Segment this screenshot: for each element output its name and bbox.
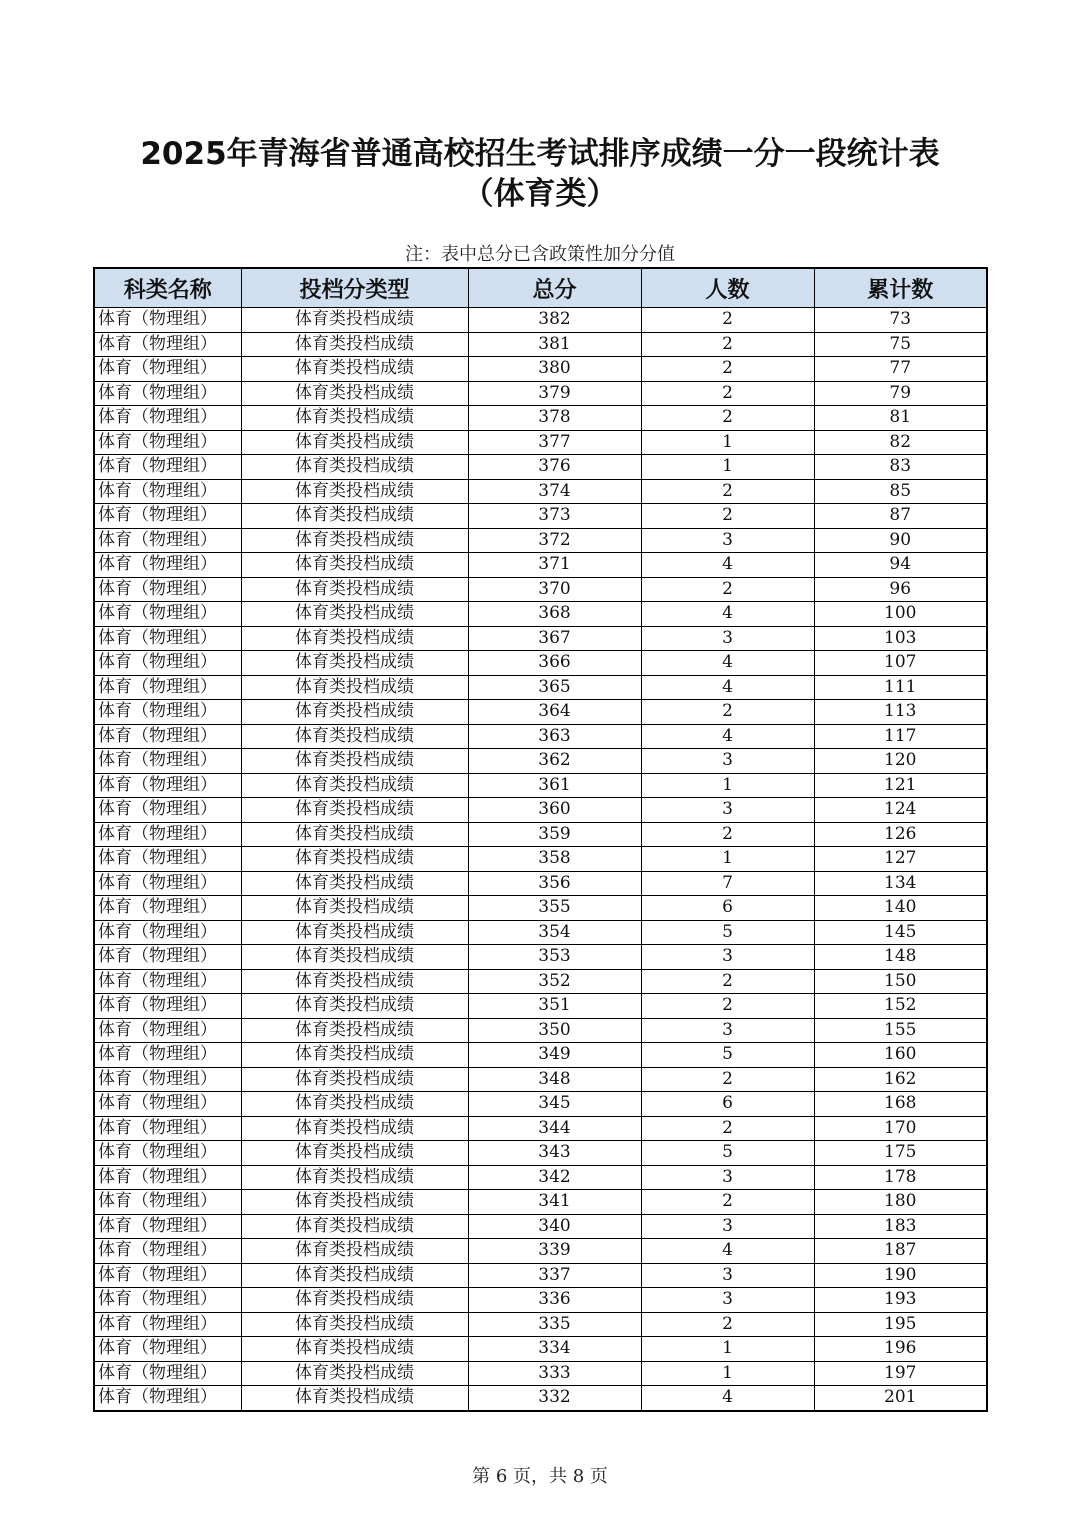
cell-category: 体育（物理组） <box>94 1288 241 1313</box>
cell-total-score: 339 <box>468 1239 641 1264</box>
cell-score-type: 体育类投档成绩 <box>241 994 468 1019</box>
cell-count: 1 <box>641 1337 814 1362</box>
cell-total-score: 371 <box>468 553 641 578</box>
cell-total-score: 376 <box>468 455 641 480</box>
cell-category: 体育（物理组） <box>94 749 241 774</box>
cell-cumulative: 134 <box>814 871 987 896</box>
cell-score-type: 体育类投档成绩 <box>241 700 468 725</box>
header-cumulative: 累计数 <box>814 268 987 308</box>
cell-category: 体育（物理组） <box>94 1312 241 1337</box>
cell-category: 体育（物理组） <box>94 1337 241 1362</box>
header-score-type: 投档分类型 <box>241 268 468 308</box>
cell-total-score: 352 <box>468 969 641 994</box>
cell-cumulative: 152 <box>814 994 987 1019</box>
cell-total-score: 377 <box>468 430 641 455</box>
table-row <box>94 1018 987 1043</box>
cell-score-type: 体育类投档成绩 <box>241 675 468 700</box>
cell-total-score: 374 <box>468 479 641 504</box>
cell-count: 3 <box>641 1288 814 1313</box>
cell-total-score: 379 <box>468 381 641 406</box>
cell-score-type: 体育类投档成绩 <box>241 871 468 896</box>
cell-score-type: 体育类投档成绩 <box>241 1288 468 1313</box>
cell-cumulative: 120 <box>814 749 987 774</box>
table-row <box>94 871 987 896</box>
cell-category: 体育（物理组） <box>94 528 241 553</box>
table-row <box>94 1043 987 1068</box>
document-title: 2025年青海省普通高校招生考试排序成绩一分一段统计表 <box>140 136 940 172</box>
table-row <box>94 920 987 945</box>
cell-category: 体育（物理组） <box>94 1116 241 1141</box>
cell-total-score: 341 <box>468 1190 641 1215</box>
cell-category: 体育（物理组） <box>94 871 241 896</box>
cell-total-score: 381 <box>468 332 641 357</box>
cell-score-type: 体育类投档成绩 <box>241 577 468 602</box>
cell-count: 5 <box>641 920 814 945</box>
table-row <box>94 1239 987 1264</box>
table-row <box>94 969 987 994</box>
cell-count: 3 <box>641 749 814 774</box>
cell-score-type: 体育类投档成绩 <box>241 651 468 676</box>
cell-total-score: 350 <box>468 1018 641 1043</box>
cell-cumulative: 117 <box>814 724 987 749</box>
cell-category: 体育（物理组） <box>94 308 241 333</box>
cell-count: 2 <box>641 822 814 847</box>
cell-total-score: 336 <box>468 1288 641 1313</box>
cell-total-score: 333 <box>468 1361 641 1386</box>
cell-score-type: 体育类投档成绩 <box>241 847 468 872</box>
cell-cumulative: 81 <box>814 406 987 431</box>
cell-count: 3 <box>641 626 814 651</box>
table-row <box>94 945 987 970</box>
table-row <box>94 479 987 504</box>
table-header-row <box>94 268 987 308</box>
cell-count: 2 <box>641 969 814 994</box>
cell-total-score: 368 <box>468 602 641 627</box>
table-row <box>94 1165 987 1190</box>
cell-category: 体育（物理组） <box>94 847 241 872</box>
cell-total-score: 359 <box>468 822 641 847</box>
table-row <box>94 798 987 823</box>
cell-cumulative: 170 <box>814 1116 987 1141</box>
cell-cumulative: 197 <box>814 1361 987 1386</box>
cell-total-score: 370 <box>468 577 641 602</box>
cell-count: 2 <box>641 308 814 333</box>
cell-cumulative: 124 <box>814 798 987 823</box>
cell-cumulative: 103 <box>814 626 987 651</box>
cell-count: 2 <box>641 406 814 431</box>
cell-cumulative: 196 <box>814 1337 987 1362</box>
table-row <box>94 1288 987 1313</box>
cell-count: 3 <box>641 1263 814 1288</box>
table-row <box>94 528 987 553</box>
cell-total-score: 378 <box>468 406 641 431</box>
cell-total-score: 351 <box>468 994 641 1019</box>
cell-cumulative: 79 <box>814 381 987 406</box>
cell-total-score: 340 <box>468 1214 641 1239</box>
cell-category: 体育（物理组） <box>94 798 241 823</box>
cell-category: 体育（物理组） <box>94 1092 241 1117</box>
cell-total-score: 337 <box>468 1263 641 1288</box>
cell-total-score: 356 <box>468 871 641 896</box>
cell-cumulative: 195 <box>814 1312 987 1337</box>
cell-cumulative: 162 <box>814 1067 987 1092</box>
cell-count: 2 <box>641 1190 814 1215</box>
table-row <box>94 1190 987 1215</box>
cell-category: 体育（物理组） <box>94 1239 241 1264</box>
cell-cumulative: 187 <box>814 1239 987 1264</box>
table-note: 注：表中总分已含政策性加分分值 <box>405 244 675 265</box>
cell-score-type: 体育类投档成绩 <box>241 1018 468 1043</box>
cell-score-type: 体育类投档成绩 <box>241 1263 468 1288</box>
table-row <box>94 626 987 651</box>
score-distribution-table <box>93 267 988 1412</box>
cell-score-type: 体育类投档成绩 <box>241 1190 468 1215</box>
cell-score-type: 体育类投档成绩 <box>241 969 468 994</box>
cell-total-score: 343 <box>468 1141 641 1166</box>
table-row <box>94 1067 987 1092</box>
cell-category: 体育（物理组） <box>94 1214 241 1239</box>
cell-total-score: 373 <box>468 504 641 529</box>
table-row <box>94 847 987 872</box>
cell-cumulative: 140 <box>814 896 987 921</box>
cell-category: 体育（物理组） <box>94 602 241 627</box>
table-body <box>94 308 987 1411</box>
cell-score-type: 体育类投档成绩 <box>241 773 468 798</box>
table-row <box>94 1386 987 1411</box>
cell-score-type: 体育类投档成绩 <box>241 332 468 357</box>
cell-cumulative: 83 <box>814 455 987 480</box>
cell-cumulative: 107 <box>814 651 987 676</box>
cell-score-type: 体育类投档成绩 <box>241 308 468 333</box>
cell-count: 1 <box>641 455 814 480</box>
cell-total-score: 344 <box>468 1116 641 1141</box>
cell-category: 体育（物理组） <box>94 1165 241 1190</box>
cell-total-score: 367 <box>468 626 641 651</box>
cell-category: 体育（物理组） <box>94 479 241 504</box>
cell-cumulative: 111 <box>814 675 987 700</box>
table-row <box>94 602 987 627</box>
cell-count: 6 <box>641 1092 814 1117</box>
cell-score-type: 体育类投档成绩 <box>241 1386 468 1411</box>
cell-count: 2 <box>641 479 814 504</box>
cell-total-score: 361 <box>468 773 641 798</box>
cell-count: 2 <box>641 1312 814 1337</box>
document-subtitle: （体育类） <box>462 176 618 212</box>
cell-count: 4 <box>641 724 814 749</box>
cell-score-type: 体育类投档成绩 <box>241 504 468 529</box>
cell-score-type: 体育类投档成绩 <box>241 1337 468 1362</box>
table-row <box>94 1337 987 1362</box>
cell-category: 体育（物理组） <box>94 945 241 970</box>
cell-category: 体育（物理组） <box>94 700 241 725</box>
cell-count: 2 <box>641 381 814 406</box>
table-row <box>94 308 987 333</box>
cell-total-score: 372 <box>468 528 641 553</box>
cell-score-type: 体育类投档成绩 <box>241 1239 468 1264</box>
cell-count: 4 <box>641 675 814 700</box>
cell-count: 1 <box>641 1361 814 1386</box>
cell-category: 体育（物理组） <box>94 1361 241 1386</box>
cell-category: 体育（物理组） <box>94 651 241 676</box>
cell-score-type: 体育类投档成绩 <box>241 406 468 431</box>
cell-category: 体育（物理组） <box>94 381 241 406</box>
cell-cumulative: 190 <box>814 1263 987 1288</box>
cell-count: 3 <box>641 798 814 823</box>
cell-total-score: 360 <box>468 798 641 823</box>
cell-count: 2 <box>641 1067 814 1092</box>
cell-category: 体育（物理组） <box>94 553 241 578</box>
cell-count: 3 <box>641 1214 814 1239</box>
cell-cumulative: 168 <box>814 1092 987 1117</box>
cell-cumulative: 150 <box>814 969 987 994</box>
cell-total-score: 332 <box>468 1386 641 1411</box>
table-row <box>94 1141 987 1166</box>
table-row <box>94 357 987 382</box>
cell-cumulative: 85 <box>814 479 987 504</box>
cell-score-type: 体育类投档成绩 <box>241 602 468 627</box>
table-row <box>94 1116 987 1141</box>
cell-category: 体育（物理组） <box>94 1141 241 1166</box>
cell-category: 体育（物理组） <box>94 626 241 651</box>
cell-total-score: 365 <box>468 675 641 700</box>
cell-cumulative: 193 <box>814 1288 987 1313</box>
cell-cumulative: 127 <box>814 847 987 872</box>
cell-score-type: 体育类投档成绩 <box>241 798 468 823</box>
cell-cumulative: 121 <box>814 773 987 798</box>
cell-cumulative: 126 <box>814 822 987 847</box>
cell-score-type: 体育类投档成绩 <box>241 1312 468 1337</box>
cell-category: 体育（物理组） <box>94 1263 241 1288</box>
cell-cumulative: 201 <box>814 1386 987 1411</box>
cell-category: 体育（物理组） <box>94 1190 241 1215</box>
cell-count: 4 <box>641 1239 814 1264</box>
cell-cumulative: 77 <box>814 357 987 382</box>
cell-cumulative: 96 <box>814 577 987 602</box>
cell-total-score: 363 <box>468 724 641 749</box>
cell-score-type: 体育类投档成绩 <box>241 1116 468 1141</box>
cell-category: 体育（物理组） <box>94 1043 241 1068</box>
cell-score-type: 体育类投档成绩 <box>241 945 468 970</box>
cell-count: 2 <box>641 1116 814 1141</box>
cell-score-type: 体育类投档成绩 <box>241 553 468 578</box>
table-row <box>94 675 987 700</box>
table-row <box>94 1092 987 1117</box>
cell-count: 4 <box>641 1386 814 1411</box>
cell-count: 3 <box>641 528 814 553</box>
cell-category: 体育（物理组） <box>94 1067 241 1092</box>
cell-count: 3 <box>641 1165 814 1190</box>
cell-category: 体育（物理组） <box>94 332 241 357</box>
cell-score-type: 体育类投档成绩 <box>241 626 468 651</box>
table-row <box>94 822 987 847</box>
cell-score-type: 体育类投档成绩 <box>241 1067 468 1092</box>
cell-cumulative: 148 <box>814 945 987 970</box>
cell-category: 体育（物理组） <box>94 920 241 945</box>
cell-cumulative: 75 <box>814 332 987 357</box>
header-count: 人数 <box>641 268 814 308</box>
cell-score-type: 体育类投档成绩 <box>241 479 468 504</box>
cell-total-score: 354 <box>468 920 641 945</box>
table-row <box>94 1263 987 1288</box>
cell-count: 4 <box>641 553 814 578</box>
cell-category: 体育（物理组） <box>94 724 241 749</box>
cell-cumulative: 113 <box>814 700 987 725</box>
cell-category: 体育（物理组） <box>94 773 241 798</box>
table-row <box>94 381 987 406</box>
cell-score-type: 体育类投档成绩 <box>241 920 468 945</box>
cell-score-type: 体育类投档成绩 <box>241 1214 468 1239</box>
cell-cumulative: 155 <box>814 1018 987 1043</box>
cell-cumulative: 183 <box>814 1214 987 1239</box>
cell-score-type: 体育类投档成绩 <box>241 430 468 455</box>
cell-category: 体育（物理组） <box>94 1386 241 1411</box>
cell-cumulative: 90 <box>814 528 987 553</box>
cell-score-type: 体育类投档成绩 <box>241 528 468 553</box>
cell-category: 体育（物理组） <box>94 357 241 382</box>
cell-cumulative: 180 <box>814 1190 987 1215</box>
cell-count: 1 <box>641 773 814 798</box>
cell-category: 体育（物理组） <box>94 455 241 480</box>
cell-total-score: 358 <box>468 847 641 872</box>
cell-count: 5 <box>641 1043 814 1068</box>
cell-total-score: 335 <box>468 1312 641 1337</box>
table-row <box>94 455 987 480</box>
cell-count: 2 <box>641 700 814 725</box>
table-row <box>94 553 987 578</box>
table-row <box>94 651 987 676</box>
cell-category: 体育（物理组） <box>94 504 241 529</box>
cell-total-score: 348 <box>468 1067 641 1092</box>
cell-score-type: 体育类投档成绩 <box>241 1043 468 1068</box>
cell-category: 体育（物理组） <box>94 969 241 994</box>
cell-total-score: 349 <box>468 1043 641 1068</box>
cell-count: 3 <box>641 1018 814 1043</box>
cell-score-type: 体育类投档成绩 <box>241 1361 468 1386</box>
cell-count: 2 <box>641 504 814 529</box>
cell-total-score: 342 <box>468 1165 641 1190</box>
cell-cumulative: 178 <box>814 1165 987 1190</box>
table-row <box>94 749 987 774</box>
table-row <box>94 504 987 529</box>
table-row <box>94 406 987 431</box>
cell-score-type: 体育类投档成绩 <box>241 749 468 774</box>
cell-total-score: 345 <box>468 1092 641 1117</box>
cell-total-score: 362 <box>468 749 641 774</box>
cell-cumulative: 73 <box>814 308 987 333</box>
cell-category: 体育（物理组） <box>94 675 241 700</box>
table-row <box>94 1361 987 1386</box>
cell-category: 体育（物理组） <box>94 577 241 602</box>
cell-score-type: 体育类投档成绩 <box>241 455 468 480</box>
cell-total-score: 366 <box>468 651 641 676</box>
cell-cumulative: 87 <box>814 504 987 529</box>
cell-count: 3 <box>641 945 814 970</box>
cell-cumulative: 160 <box>814 1043 987 1068</box>
cell-count: 4 <box>641 651 814 676</box>
cell-count: 2 <box>641 332 814 357</box>
table-row <box>94 332 987 357</box>
table-row <box>94 1312 987 1337</box>
header-total-score: 总分 <box>468 268 641 308</box>
cell-count: 7 <box>641 871 814 896</box>
table-row <box>94 994 987 1019</box>
cell-count: 4 <box>641 602 814 627</box>
cell-score-type: 体育类投档成绩 <box>241 1092 468 1117</box>
cell-count: 6 <box>641 896 814 921</box>
table-row <box>94 430 987 455</box>
cell-total-score: 334 <box>468 1337 641 1362</box>
cell-category: 体育（物理组） <box>94 430 241 455</box>
table-row <box>94 1214 987 1239</box>
cell-category: 体育（物理组） <box>94 896 241 921</box>
cell-category: 体育（物理组） <box>94 1018 241 1043</box>
cell-category: 体育（物理组） <box>94 822 241 847</box>
cell-total-score: 382 <box>468 308 641 333</box>
cell-total-score: 380 <box>468 357 641 382</box>
table-row <box>94 773 987 798</box>
cell-count: 2 <box>641 357 814 382</box>
cell-category: 体育（物理组） <box>94 994 241 1019</box>
cell-count: 1 <box>641 430 814 455</box>
cell-category: 体育（物理组） <box>94 406 241 431</box>
cell-score-type: 体育类投档成绩 <box>241 357 468 382</box>
table-row <box>94 896 987 921</box>
cell-score-type: 体育类投档成绩 <box>241 822 468 847</box>
cell-cumulative: 94 <box>814 553 987 578</box>
cell-count: 5 <box>641 1141 814 1166</box>
cell-cumulative: 175 <box>814 1141 987 1166</box>
cell-total-score: 353 <box>468 945 641 970</box>
cell-count: 2 <box>641 994 814 1019</box>
table-row <box>94 577 987 602</box>
table-row <box>94 724 987 749</box>
cell-cumulative: 82 <box>814 430 987 455</box>
cell-count: 2 <box>641 577 814 602</box>
cell-score-type: 体育类投档成绩 <box>241 724 468 749</box>
cell-score-type: 体育类投档成绩 <box>241 381 468 406</box>
cell-score-type: 体育类投档成绩 <box>241 1141 468 1166</box>
header-category: 科类名称 <box>94 268 241 308</box>
page-footer: 第 6 页，共 8 页 <box>472 1466 608 1487</box>
cell-total-score: 355 <box>468 896 641 921</box>
cell-score-type: 体育类投档成绩 <box>241 896 468 921</box>
cell-total-score: 364 <box>468 700 641 725</box>
cell-cumulative: 145 <box>814 920 987 945</box>
table-row <box>94 700 987 725</box>
cell-count: 1 <box>641 847 814 872</box>
cell-score-type: 体育类投档成绩 <box>241 1165 468 1190</box>
cell-cumulative: 100 <box>814 602 987 627</box>
